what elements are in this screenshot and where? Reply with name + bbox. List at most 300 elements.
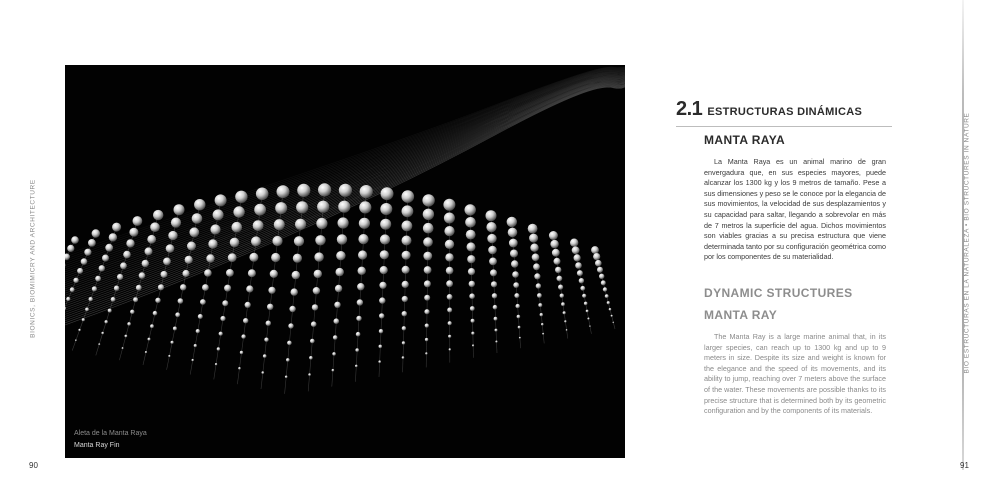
fin-sphere (66, 297, 70, 301)
fin-sphere (488, 246, 497, 255)
fin-sphere (311, 321, 317, 327)
fin-sphere (246, 285, 253, 292)
fin-sphere (266, 321, 271, 326)
fin-sphere (222, 300, 228, 306)
fin-sphere (444, 213, 455, 224)
fin-sphere (314, 270, 322, 278)
fin-sphere (145, 247, 153, 255)
fin-sphere (402, 266, 410, 274)
fin-sphere (313, 287, 320, 294)
fin-sphere (101, 332, 104, 335)
fin-sphere (175, 312, 180, 317)
fin-sphere (513, 282, 519, 288)
fin-sphere (336, 268, 344, 276)
fin-sphere (425, 338, 428, 341)
fin-sphere (580, 286, 585, 291)
fin-sphere (73, 278, 78, 283)
fin-sphere (356, 316, 361, 321)
fin-ray-lines (65, 67, 625, 394)
fin-sphere (516, 304, 520, 308)
fin-sphere (402, 296, 408, 302)
fin-sphere (310, 339, 315, 344)
fin-sphere (424, 295, 430, 301)
fin-sphere (493, 305, 498, 310)
fin-sphere (582, 294, 586, 298)
fin-sphere (560, 294, 564, 298)
fin-sphere (210, 224, 220, 234)
fin-sphere (595, 260, 602, 267)
fin-sphere (317, 201, 329, 213)
right-running-head: BIO ESTRUCTURAS EN LA NATURALEZA • BIO STRUCTURES IN NATURE (963, 112, 971, 374)
fin-sphere (78, 329, 80, 331)
fin-sphere (586, 310, 589, 313)
fin-sphere (495, 329, 498, 332)
fin-sphere (332, 369, 335, 372)
fin-sphere (196, 329, 200, 333)
fin-sphere (379, 329, 383, 333)
fin-sphere (335, 285, 342, 292)
fin-sphere (82, 318, 85, 321)
fin-sphere (241, 334, 245, 338)
fin-sphere (424, 280, 431, 287)
fin-sphere (95, 276, 101, 282)
fin-sphere (561, 302, 565, 306)
fin-sphere (359, 201, 371, 213)
fin-sphere (220, 316, 225, 321)
fin-sphere (292, 271, 300, 279)
fin-sphere (536, 283, 541, 288)
fin-sphere (490, 269, 497, 276)
fin-sphere (358, 267, 366, 275)
fin-sphere (489, 258, 497, 266)
fin-sphere (514, 293, 519, 298)
fin-sphere (75, 339, 77, 341)
fin-sphere (71, 236, 79, 244)
fin-sphere (228, 253, 237, 262)
fin-sphere (511, 260, 518, 267)
fin-sphere (486, 222, 496, 232)
fin-sphere (112, 223, 121, 232)
fin-sphere (99, 265, 105, 271)
fin-sphere (611, 315, 613, 317)
fin-sphere (584, 302, 588, 306)
fin-sphere (271, 253, 280, 262)
fin-sphere (168, 355, 170, 357)
fin-sphere (542, 333, 544, 335)
fin-sphere (423, 223, 434, 234)
fin-sphere (402, 190, 415, 203)
fin-sphere (358, 234, 368, 244)
fin-sphere (185, 256, 193, 264)
fin-sphere (251, 236, 261, 246)
fin-sphere (274, 219, 285, 230)
fin-sphere (174, 204, 185, 215)
fin-sphere (557, 276, 563, 282)
fin-sphere (402, 236, 412, 246)
fin-sphere (597, 267, 603, 273)
fin-sphere (114, 286, 119, 291)
fin-sphere (182, 270, 189, 277)
fin-sphere (355, 365, 358, 368)
fin-sphere (168, 231, 177, 240)
fin-sphere (296, 201, 308, 213)
fin-sphere (471, 332, 474, 335)
fin-sphere (402, 205, 414, 217)
fin-sphere (147, 235, 156, 244)
fin-sphere (334, 302, 340, 308)
fin-sphere (213, 209, 224, 220)
fin-sphere (518, 326, 521, 329)
fin-sphere (446, 267, 454, 275)
fin-sphere (334, 318, 340, 324)
left-page-number: 90 (29, 461, 38, 470)
fin-sphere (533, 263, 540, 270)
fin-sphere (287, 341, 292, 346)
fin-sphere (243, 318, 248, 323)
fin-sphere (288, 323, 293, 328)
fin-sphere (314, 252, 323, 261)
fin-sphere (519, 337, 521, 339)
fin-sphere (253, 220, 264, 231)
fin-sphere (541, 323, 544, 326)
fin-sphere (171, 218, 181, 228)
fin-sphere (133, 297, 138, 302)
fin-sphere (469, 293, 475, 299)
fin-sphere (232, 222, 243, 233)
fin-sphere (117, 274, 123, 280)
fin-sphere (235, 191, 247, 203)
fin-sphere (109, 233, 117, 241)
fin-sphere (224, 285, 231, 292)
fin-sphere (67, 245, 74, 252)
fin-sphere (194, 344, 197, 347)
fin-sphere (245, 302, 251, 308)
fin-sphere (495, 341, 497, 343)
fin-sphere (204, 269, 212, 277)
fin-sphere (65, 254, 70, 261)
fin-sphere (136, 285, 142, 291)
fin-sphere (466, 230, 476, 240)
fin-sphere (379, 297, 385, 303)
fin-sphere (424, 309, 429, 314)
fin-sphere (487, 234, 496, 243)
fin-sphere (123, 251, 131, 259)
fin-sphere (270, 270, 278, 278)
fin-sphere (139, 272, 146, 279)
fin-sphere (380, 250, 389, 259)
chapter-title-row (676, 98, 886, 121)
fin-sphere (448, 335, 451, 338)
fin-sphere (155, 298, 160, 303)
fin-sphere (380, 219, 391, 230)
fin-sphere (607, 301, 610, 304)
fin-sphere (142, 260, 149, 267)
fin-sphere (105, 244, 113, 252)
fin-sphere (102, 255, 109, 262)
fin-sphere (200, 299, 206, 305)
fin-sphere (549, 231, 558, 240)
fin-sphere (308, 373, 311, 376)
fin-sphere (540, 313, 543, 316)
manta-ray-fin-photo (65, 65, 625, 458)
fin-sphere (238, 367, 241, 370)
fin-sphere (508, 228, 518, 238)
fin-sphere (566, 329, 568, 331)
fin-sphere (178, 298, 184, 304)
fin-sphere (558, 285, 563, 290)
fin-sphere (230, 238, 240, 248)
fin-sphere (402, 356, 405, 359)
fin-sphere (206, 254, 214, 262)
fin-sphere (262, 371, 265, 374)
fin-sphere (528, 224, 538, 234)
fin-sphere (379, 282, 386, 289)
fin-sphere (240, 351, 243, 354)
fin-sphere (579, 278, 584, 283)
fin-sphere (587, 318, 589, 320)
english-body-text: The Manta Ray is a large marine animal that, in its larger species, can reach up to 1300 kg and up to 9 meters in size. Despite its size and weight is known for the elegance and the speed of its movements, and its ability to jump, reaching over 7 meters above the surface of the water. These movements are possible thanks to its precise structure that is determined both by its geometric configuration and by the components of its materials. (704, 331, 886, 416)
fin-sphere (98, 343, 100, 345)
fin-sphere (423, 252, 432, 261)
fin-sphere (601, 280, 606, 285)
fin-sphere (153, 210, 163, 220)
fin-sphere (378, 360, 381, 363)
fin-sphere (564, 320, 566, 322)
fin-sphere (127, 322, 131, 326)
fin-sphere (263, 354, 267, 358)
fin-sphere (171, 341, 174, 344)
fin-sphere (125, 335, 128, 338)
fin-sphere (613, 322, 615, 324)
fin-sphere (158, 284, 164, 290)
fin-sphere (267, 304, 273, 310)
fin-sphere (446, 280, 453, 287)
fin-sphere (297, 184, 310, 197)
fin-sphere (492, 293, 497, 298)
fin-sphere (589, 325, 591, 327)
left-running-head: BIONICS, BIOMIMICRY AND ARCHITECTURE (29, 179, 37, 338)
fin-sphere (507, 217, 517, 227)
fin-sphere (471, 319, 475, 323)
fin-sphere (153, 311, 158, 316)
fin-sphere (256, 188, 269, 201)
fin-sphere (84, 249, 91, 256)
fin-sphere (122, 347, 124, 349)
fin-sphere (208, 239, 217, 248)
fin-sphere (445, 240, 454, 249)
fin-sphere (537, 293, 542, 298)
fin-sphere (81, 258, 88, 265)
fin-sphere (379, 345, 383, 349)
fin-sphere (198, 314, 203, 319)
fin-sphere (402, 251, 411, 260)
fin-sphere (315, 235, 325, 245)
fin-sphere (333, 335, 338, 340)
fin-sphere (599, 274, 604, 279)
fin-sphere (166, 244, 175, 253)
fin-sphere (402, 221, 413, 232)
fin-sphere (423, 209, 434, 220)
fin-sphere (286, 358, 290, 362)
fin-sphere (402, 281, 409, 288)
fin-sphere (92, 229, 100, 237)
fin-sphere (467, 242, 476, 251)
fin-sphere (215, 363, 217, 365)
fin-sphere (133, 216, 143, 226)
fin-sphere (70, 287, 75, 292)
fin-sphere (268, 287, 275, 294)
fin-sphere (226, 269, 234, 277)
fin-sphere (275, 202, 287, 214)
fin-sphere (380, 234, 390, 244)
fin-sphere (609, 308, 612, 311)
fin-sphere (336, 251, 345, 260)
fin-sphere (381, 187, 394, 200)
photo-caption-english: Manta Ray Fin (74, 442, 120, 449)
fin-sphere (425, 324, 429, 328)
fin-sphere (510, 250, 518, 258)
fin-sphere (312, 304, 318, 310)
fin-sphere (148, 338, 151, 341)
fin-sphere (380, 266, 388, 274)
fin-sphere (293, 254, 302, 263)
fin-sphere (359, 218, 370, 229)
fin-sphere (145, 351, 147, 353)
fin-sphere (77, 268, 83, 274)
fin-sphere (202, 284, 209, 291)
fin-sphere (126, 239, 134, 247)
fin-sphere (486, 210, 497, 221)
fin-sphere (574, 254, 581, 261)
fin-sphere (194, 199, 205, 210)
fin-sphere (309, 356, 313, 360)
fin-sphere (120, 262, 127, 269)
fin-sphere (338, 201, 350, 213)
fin-sphere (447, 308, 452, 313)
fin-sphere (444, 226, 454, 236)
fin-sphere (89, 297, 93, 301)
fin-sphere (111, 297, 116, 302)
fin-sphere (494, 317, 498, 321)
fin-sphere (552, 249, 560, 257)
fin-sphere (605, 294, 609, 298)
fin-sphere (491, 281, 497, 287)
fin-sphere (591, 246, 599, 254)
fin-sphere (472, 344, 474, 346)
fin-sphere (192, 213, 203, 224)
fin-sphere (219, 332, 223, 336)
fin-sphere (402, 341, 405, 344)
fin-sphere (316, 218, 327, 229)
fin-sphere (294, 236, 304, 246)
fin-sphere (129, 228, 138, 237)
fin-sphere (358, 250, 367, 259)
fin-sphere (529, 234, 538, 243)
fin-sphere (402, 326, 406, 330)
fin-sphere (509, 239, 518, 248)
fin-sphere (575, 262, 582, 269)
fin-sphere (423, 237, 433, 247)
fin-sphere (467, 255, 475, 263)
fin-sphere (337, 234, 347, 244)
fin-sphere (448, 321, 452, 325)
fin-sphere (161, 271, 168, 278)
fin-sphere (554, 258, 561, 265)
title-underline (676, 126, 892, 127)
fin-sphere (469, 281, 475, 287)
fin-sphere (534, 273, 540, 279)
fin-sphere (593, 253, 600, 260)
fin-sphere (217, 347, 220, 350)
fin-sphere (470, 306, 475, 311)
fin-sphere (424, 266, 432, 274)
fin-sphere (465, 217, 476, 228)
spanish-body-text: La Manta Raya es un animal marino de gran envergadura que, en sus especies mayores, puede alcanzar los 1300 kg y los 9 metros de tamaño. Pese a sus dimensiones y peso se le conoce por la elegancia de sus movimientos, la velocidad de sus desplazamientos y su capacidad para saltar, llegando a sobrevolar en más de 7 metros la superficie del agua. Dichos movimientos son viables gracias a su precisa estructura que viene determinada tanto por su configuración geométrica como por los componentes de su materialidad. (704, 157, 886, 262)
fin-sphere (285, 376, 288, 379)
fin-sphere (289, 306, 295, 312)
fin-sphere (577, 270, 583, 276)
fin-sphere (449, 348, 451, 350)
fin-sphere (92, 286, 97, 291)
fin-sphere (248, 269, 256, 277)
fin-sphere (538, 303, 542, 307)
fin-sphere (379, 313, 384, 318)
spanish-heading: MANTA RAYA (704, 133, 786, 147)
fin-sphere (272, 236, 282, 246)
fin-sphere (105, 320, 108, 323)
fin-sphere (339, 184, 352, 197)
fin-sphere (233, 206, 244, 217)
fin-sphere (555, 267, 561, 273)
fin-sphere (357, 299, 363, 305)
fin-sphere (563, 311, 566, 314)
chapter-number: 2.1 (676, 98, 703, 120)
fin-sphere (338, 217, 349, 228)
fin-sphere (360, 185, 373, 198)
fin-sphere (318, 183, 331, 196)
english-section-heading: DYNAMIC STRUCTURES (704, 285, 853, 300)
fin-sphere (180, 284, 186, 290)
fin-sphere (532, 254, 540, 262)
fin-sphere (130, 310, 134, 314)
fin-sphere (425, 352, 427, 354)
fin-sphere (356, 332, 361, 337)
fin-sphere (447, 294, 453, 300)
fin-sphere (108, 309, 112, 313)
fin-sphere (173, 327, 177, 331)
fin-sphere (254, 204, 266, 216)
fin-sphere (357, 283, 364, 290)
fin-sphere (517, 315, 521, 319)
chapter-title: ESTRUCTURAS DINÁMICAS (707, 106, 863, 118)
fin-sphere (85, 308, 89, 312)
fin-sphere (264, 338, 268, 342)
fin-sphere (150, 324, 154, 328)
fin-sphere (443, 199, 455, 211)
fin-sphere (512, 271, 519, 278)
fin-sphere (550, 240, 558, 248)
fin-sphere (468, 268, 475, 275)
photo-caption-spanish: Aleta de la Manta Raya (74, 430, 147, 437)
fin-sphere (380, 203, 392, 215)
fin-sphere (189, 227, 199, 237)
fin-sphere (249, 253, 258, 262)
fin-sphere (277, 185, 290, 198)
fin-sphere (445, 253, 453, 261)
fin-sphere (295, 219, 306, 230)
fin-sphere (530, 244, 538, 252)
fin-sphere (291, 288, 298, 295)
